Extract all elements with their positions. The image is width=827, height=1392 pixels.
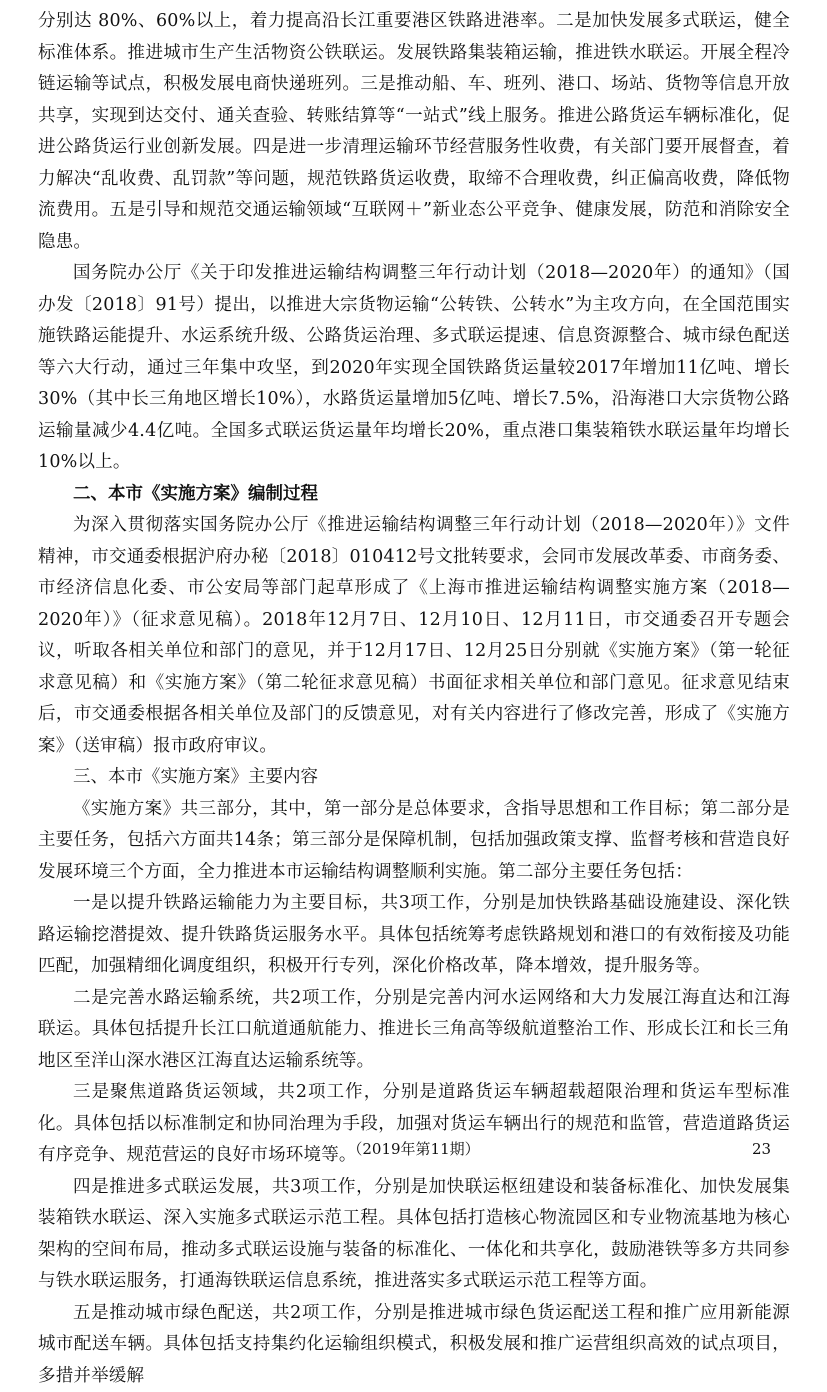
body-paragraph-4: 《实施方案》共三部分，其中，第一部分是总体要求，含指导思想和工作目标；第二部分是主要任务，包括六方面共14条；第三部分是保障机制，包括加强政策支撑、监督考核和营造良好发展环境三个方面，全力推进本市运输结构调整顺利实施。第二部分主要任务包括：: [38, 794, 790, 889]
section-heading-2: 二、本市《实施方案》编制过程: [38, 479, 790, 511]
body-paragraph-3: 为深入贯彻落实国务院办公厅《推进运输结构调整三年行动计划（2018—2020年）》文件精神，市交通委根据沪府办秘〔2018〕010412号文批转要求，会同市发展改革委、市商务委、市经济信息化委、市公安局等部门起草形成了《上海市推进运输结构调整实施方案（2018—2020年）》（征求意见稿）。2018年12月7日、12月10日、12月11日，市交通委召开专题会议，听取各相关单位和部门的意见，并于12月17日、12月25日分别就《实施方案》（第一轮征求意见稿）和《实施方案》（第二轮征求意见稿）书面征求相关单位和部门意见。征求意见结束后，市交通委根据各相关单位及部门的反馈意见，对有关内容进行了修改完善，形成了《实施方案》（送审稿）报市政府审议。: [38, 510, 790, 762]
document-page: [38, 6, 790, 1136]
body-paragraph-7: 三是聚焦道路货运领域，共2项工作，分别是道路货运车辆超载超限治理和货运车型标准化。具体包括以标准制定和协同治理为手段，加强对货运车辆出行的规范和监管，营造道路货运有序竞争、规范营运的良好市场环境等。: [38, 1077, 790, 1172]
page-number: 23: [752, 1137, 792, 1161]
issue-label: （2019年第11期）: [0, 1137, 827, 1161]
section-heading-3: 三、本市《实施方案》主要内容: [38, 762, 790, 794]
body-paragraph-6: 二是完善水路运输系统，共2项工作，分别是完善内河水运网络和大力发展江海直达和江海联运。具体包括提升长江口航道通航能力、推进长三角高等级航道整治工作、形成长江和长三角地区至洋山深水港区江海直达运输系统等。: [38, 983, 790, 1078]
page-footer: [0, 1137, 827, 1161]
body-paragraph-2: 国务院办公厅《关于印发推进运输结构调整三年行动计划（2018—2020年）的通知》（国办发〔2018〕91号）提出，以推进大宗货物运输“公转铁、公转水”为主攻方向，在全国范围实施铁路运能提升、水运系统升级、公路货运治理、多式联运提速、信息资源整合、城市绿色配送等六大行动，通过三年集中攻坚，到2020年实现全国铁路货运量较2017年增加11亿吨、增长30%（其中长三角地区增长10%），水路货运量增加5亿吨、增长7.5%，沿海港口大宗货物公路运输量减少4.4亿吨。全国多式联运货运量年均增长20%，重点港口集装箱铁水联运量年均增长10%以上。: [38, 258, 790, 479]
body-paragraph-5: 一是以提升铁路运输能力为主要目标，共3项工作，分别是加快铁路基础设施建设、深化铁路运输挖潜提效、提升铁路货运服务水平。具体包括统筹考虑铁路规划和港口的有效衔接及功能匹配，加强精细化调度组织，积极开行专列，深化价格改革，降本增效，提升服务等。: [38, 888, 790, 983]
body-paragraph-1: 分别达 80%、60%以上，着力提高沿长江重要港区铁路进港率。二是加快发展多式联运，健全标准体系。推进城市生产生活物资公铁联运。发展铁路集装箱运输，推进铁水联运。开展全程冷链运输等试点，积极发展电商快递班列。三是推动船、车、班列、港口、场站、货物等信息开放共享，实现到达交付、通关查验、转账结算等“一站式”线上服务。推进公路货运车辆标准化，促进公路货运行业创新发展。四是进一步清理运输环节经营服务性收费，有关部门要开展督查，着力解决“乱收费、乱罚款”等问题，规范铁路货运收费，取缔不合理收费，纠正偏高收费，降低物流费用。五是引导和规范交通运输领域“互联网＋”新业态公平竞争、健康发展，防范和消除安全隐患。: [38, 6, 790, 258]
body-paragraph-9: 五是推动城市绿色配送，共2项工作，分别是推进城市绿色货运配送工程和推广应用新能源城市配送车辆。具体包括支持集约化运输组织模式，积极发展和推广运营组织高效的试点项目，多措并举缓解: [38, 1298, 790, 1392]
body-paragraph-8: 四是推进多式联运发展，共3项工作，分别是加快联运枢纽建设和装备标准化、加快发展集装箱铁水联运、深入实施多式联运示范工程。具体包括打造核心物流园区和专业物流基地为核心架构的空间布局，推动多式联运设施与装备的标准化、一体化和共享化，鼓励港铁等多方共同参与铁水联运服务，打通海铁联运信息系统，推进落实多式联运示范工程等方面。: [38, 1172, 790, 1298]
